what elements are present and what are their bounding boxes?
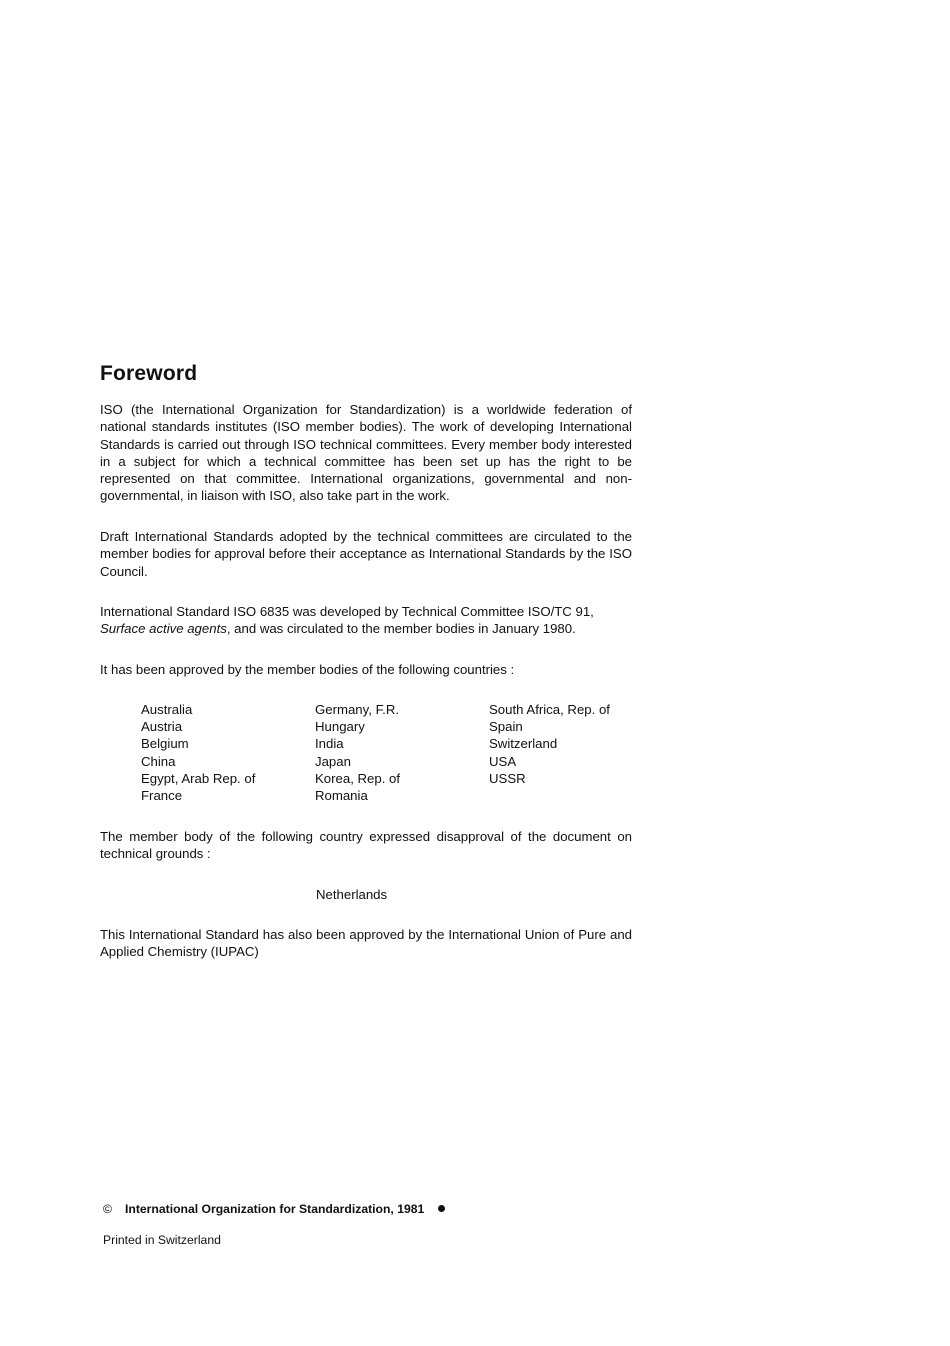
paragraph-disapproval: The member body of the following country expressed disapproval of the document on technical grounds :: [100, 829, 632, 862]
country-item: Hungary: [315, 719, 365, 735]
paragraph-iupac: This International Standard has also been approved by the International Union of Pure and Applied Chemistry (IUPAC): [100, 927, 632, 960]
copyright-text: International Organization for Standardization, 1981: [125, 1202, 425, 1216]
country-item: China: [141, 753, 176, 769]
country-item: Egypt, Arab Rep. of: [141, 770, 256, 786]
country-item: France: [141, 788, 183, 804]
country-item: Japan: [315, 753, 351, 769]
country-item: Australia: [141, 702, 193, 717]
country-item: India: [315, 736, 344, 752]
countries-column-3: [489, 701, 659, 787]
development-text-start: International Standard ISO 6835 was developed by Technical Committee ISO/TC 91,: [100, 604, 594, 619]
country-item: Korea, Rep. of: [315, 770, 401, 786]
paragraph-draft-standards: Draft International Standards adopted by the technical committees are circulated to the member bodies for approval before their acceptance as International Standards by the ISO Council.: [100, 529, 632, 579]
country-item: Spain: [489, 719, 523, 735]
paragraph-approval: It has been approved by the member bodies of the following countries :: [100, 662, 515, 677]
country-item: Romania: [315, 788, 368, 804]
countries-column-2: [315, 701, 485, 804]
development-text-end: , and was circulated to the member bodies in January 1980.: [226, 621, 576, 637]
country-item: Germany, F.R.: [315, 702, 400, 717]
country-item: Belgium: [141, 736, 189, 752]
country-item: USSR: [489, 770, 526, 786]
country-item: USA: [489, 753, 517, 769]
bullet-dot-icon: [438, 1205, 445, 1212]
countries-column-1: [141, 701, 311, 804]
dissenting-country: Netherlands: [316, 887, 388, 902]
country-item: South Africa, Rep. of: [489, 702, 610, 717]
paragraph-iso-intro: ISO (the International Organization for Standardization) is a worldwide federation of national standards institutes (ISO member bodies). The work of developing International Standards is carried out through ISO technical committees. Every member body interested in a subject for which a technical committee has been set up has the right to be represented on that committee. International organizations, governmental and non-governmental, in liaison with ISO, also take part in the work.: [100, 402, 632, 504]
foreword-heading: Foreword: [100, 362, 198, 385]
committee-title: Surface active agents: [100, 621, 227, 637]
printed-in-note: Printed in Switzerland: [103, 1233, 221, 1247]
country-item: Austria: [141, 719, 183, 735]
copyright-line: [103, 1201, 445, 1217]
paragraph-development: [100, 603, 632, 638]
country-item: Switzerland: [489, 736, 558, 752]
copyright-symbol: ©: [103, 1202, 112, 1216]
